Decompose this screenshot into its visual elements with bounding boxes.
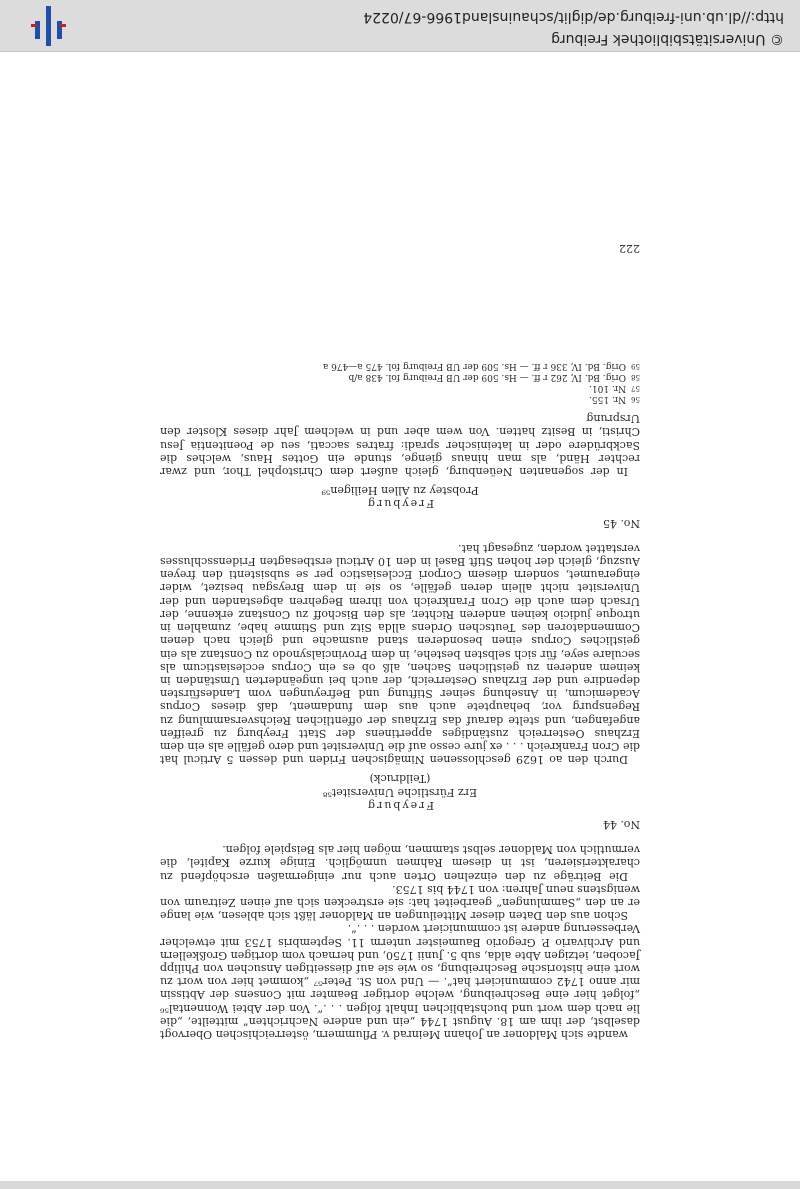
intro-paragraph: Schon aus den Daten dieser Mitteilungen an Maldoner läßt sich ablesen, wie lange er an den „Sammlungen“ gearbeitet hat: sie erstrecken sich auf einen Zeitraum von wenigstens neun Jahren: von 1744 bis 1753. [160, 882, 640, 923]
footnote: 57Nr. 101. [589, 383, 640, 394]
document-url-link[interactable]: http://dl.ub.uni-freiburg.de/diglit/schauinsland1966-67/0224 [363, 9, 784, 25]
footnotes [160, 360, 640, 404]
footnote: 58Orig. Bd. IV, 262 r ff. — Hs. 509 der UB Freiburg fol. 438 a/b [348, 372, 640, 383]
document-page [160, 360, 640, 1041]
intro-paragraph: Die Beiträge zu den einzelnen Orten auch nur einigermaßen erschöpfend zu charakterisieren, ist in diesem Rahmen unmöglich. Einige kurze Kapitel, die vermutlich von Maldoner selbst stammen, mögen hier als Beispiele folgen. [160, 843, 640, 883]
entry-subtitle: (Teildruck) [369, 772, 431, 786]
entry-place: Freyburg [365, 497, 435, 511]
entry-title: Erz Fürstliche Universitet⁵⁸ [322, 785, 478, 799]
entry-place: Freyburg [365, 798, 435, 812]
entry-text: In der sogenanten Neüenburg, gleich außert dem Christophel Thor, und zwar rechter Händ, als man hinaus gienge, stunde ein Gottes Haus, welches die Sackbrüdere oder in lateinischer spradi: fratres saccati, seu de Poenitentia Jesu Christi, in Besitz hatten. Von wem aber und in welchem Jahr dieses Kloster den Ursprung [160, 412, 640, 479]
entry-number: No. 44 [602, 817, 640, 831]
entry-text: Durch den ao 1629 geschlossenen Nimägischen Friden und dessen 5 Articul hat die Cron Frankreich . . . ex jure cesso auf die Universitet und dero gefälle als ein dem Erzhaus Oesterreich zuständiges appertinens der Statt Freyburg zu greiffen angefangen, und stelte darauf das Erzhaus der offentlichen Reichsversammlung zu Regenspurg vor, behauptete auch aus dem fundament, daß dieses Corpus Academicum, in Ansehung seiner Stiftung und Befreyungen vom Landesfürsten dependire und der Erzhaus Oesterreich, der auch bei ungeänderten Umständen in keinem anderen zu geistlichen Sachen, alß ob es ein Corpus ecclesiasticum als seculare seye, für sich selbsten bestehe, in dem Provincialsynodo zu Constanz als ein geistliches Corpus einen besonderen stand ausmache und gleich nach denen Commendatoren des Teutschen Ordens allda Sitz und Stimme habe, zumahlen in utroque judicio keinen anderen Richter, als den Bischoff zu Constanz erkenne, der Ursach dem auch die Cron Frankreich von ihrem Begehren abgestanden und der Universitet nicht allein deren gefälle, so sie in dem Breysgau besizet, wider eingeraumet, sondern diesem Corpori Ecclesiastico per se subsistenti den freyen Auszug, gleich der hohen Stift Basel in den 10 Articul erstbesagten Fridensschlusses verstattet worden, zugesagt hat. [159, 541, 640, 767]
ub-freiburg-logo-icon [26, 4, 70, 48]
intro-paragraph: wandte sich Maldoner an Johann Meinrad v. Pflummern, österreichischen Obervogt daselbst, der ihm am 18. August 1744 „ein und andere Nachrichten“ mitteilte, „die lie nach dem wort und buchstablichen Inhalt folgen . . .“. Von der Abtei Wonnental⁵⁶ „folget hier eine Beschreibung, welche dortiger Beamter mit Consens der Abtissin mir anno 1742 communiciert hat“. — Und von St. Peter⁵⁷ „kommet hier von wort zu wort eine historische Beschreibung, so wie sie auf diesseitigen Ansuchen von Philipp Jacoben, ietzigen Abte alda, sub 5. Junii 1750, und hernach vom dortigen Großkellern und Archivario P. Gregorio Baumeister unterm 11. Septembris 1753 mit etwelcher Verbesserung andere ist communiciert worden . . .“. [160, 922, 640, 1041]
page-number: 222 [619, 242, 640, 255]
footnote: 56Nr. 155. [589, 394, 640, 405]
viewer-header [0, 0, 800, 52]
entry-title: Probstey zu Allen Heiligen⁵⁹ [321, 484, 479, 498]
bottom-strip [0, 1181, 800, 1189]
footnote: 59Orig. Bd. IV, 336 r ff. — Hs. 509 der UB Freiburg fol. 475 a—476 a [322, 361, 640, 372]
entry-number: No. 45 [602, 516, 640, 530]
copyright-notice: © Universitätsbibliothek Freiburg [551, 31, 784, 47]
